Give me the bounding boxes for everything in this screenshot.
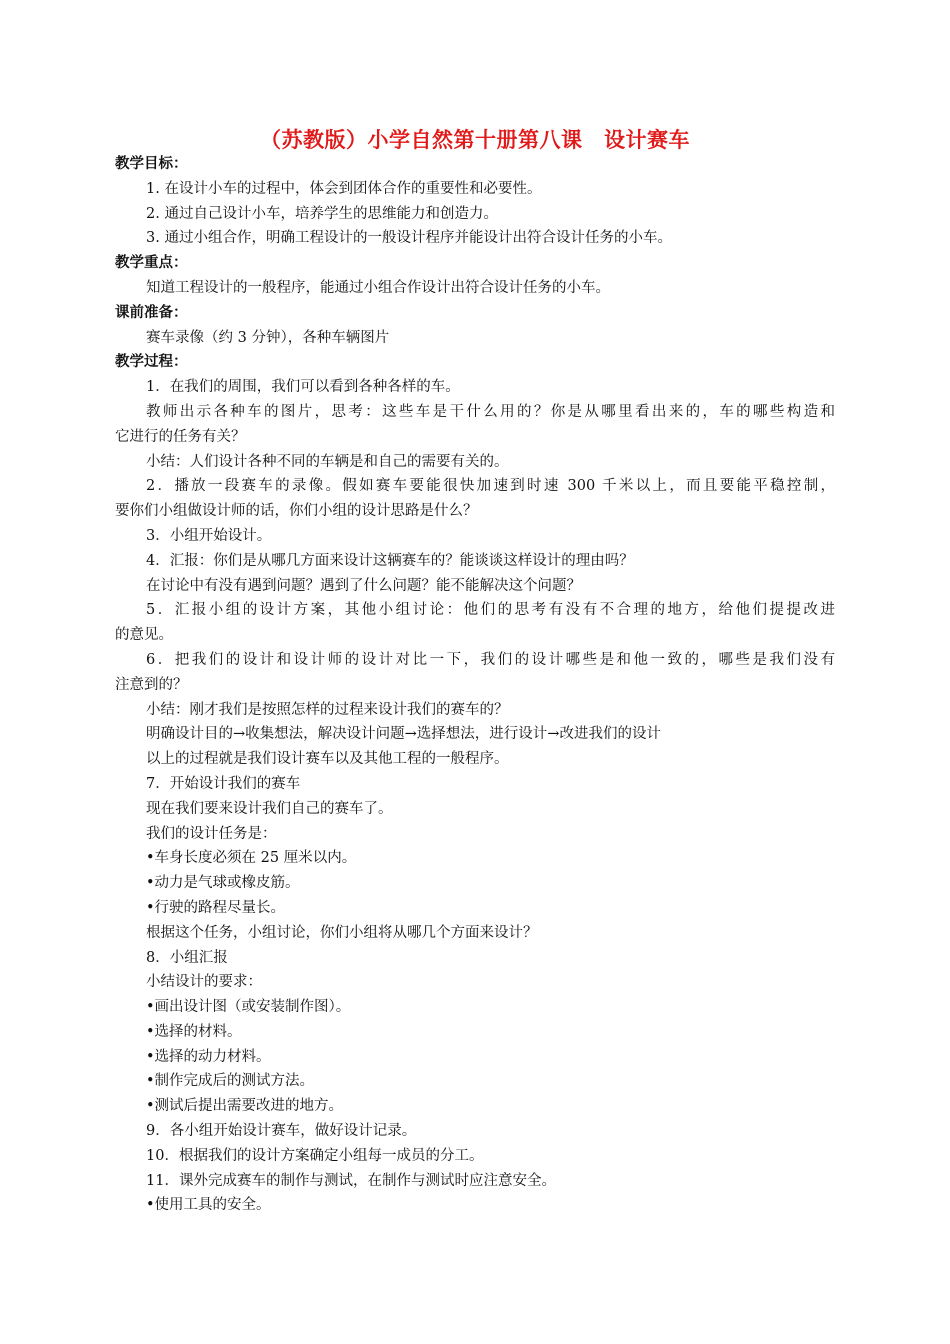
text-line: 8．小组汇报 — [146, 949, 228, 966]
section-heading: 课前准备： — [115, 304, 188, 321]
text-line: 小结：刚才我们是按照怎样的过程来设计我们的赛车的？ — [146, 701, 509, 718]
text-line: 3．小组开始设计。 — [146, 527, 272, 544]
text-line: 我们的设计任务是： — [146, 825, 277, 842]
text-line: •制作完成后的测试方法。 — [146, 1073, 315, 1090]
text-line: 在讨论中有没有遇到问题？遇到了什么问题？能不能解决这个问题？ — [146, 577, 581, 594]
text-line: 它进行的任务有关？ — [115, 428, 246, 445]
text-line: 教师出示各种车的图片，思考：这些车是干什么用的？你是从哪里看出来的，车的哪些构造和 — [146, 403, 835, 420]
text-line: 1. 在设计小车的过程中，体会到团体合作的重要性和必要性。 — [146, 180, 542, 197]
text-line: 3. 通过小组合作，明确工程设计的一般设计程序并能设计出符合设计任务的小车。 — [146, 230, 672, 247]
text-line: 小结：人们设计各种不同的车辆是和自己的需要有关的。 — [146, 453, 509, 470]
document-title: （苏教版）小学自然第十册第八课 设计赛车 — [260, 128, 690, 152]
text-line: •选择的动力材料。 — [146, 1048, 271, 1065]
text-line: 小结设计的要求： — [146, 974, 262, 991]
section-heading: 教学目标： — [115, 156, 188, 172]
text-line: 2. 通过自己设计小车，培养学生的思维能力和创造力。 — [146, 205, 498, 222]
text-line: 知道工程设计的一般程序，能通过小组合作设计出符合设计任务的小车。 — [146, 279, 610, 296]
text-line: 赛车录像（约 3 分钟），各种车辆图片 — [146, 329, 390, 346]
text-line: •选择的材料。 — [146, 1023, 242, 1040]
text-line: 根据这个任务，小组讨论，你们小组将从哪几个方面来设计？ — [146, 924, 538, 941]
document-body — [115, 152, 835, 1218]
text-line: 10．根据我们的设计方案确定小组每一成员的分工。 — [146, 1147, 484, 1164]
section-heading: 教学过程： — [115, 354, 188, 371]
text-line: •测试后提出需要改进的地方。 — [146, 1098, 344, 1115]
text-line: 5．汇报小组的设计方案，其他小组讨论：他们的思考有没有不合理的地方，给他们提提改进 — [146, 602, 835, 619]
text-line: 1．在我们的周围，我们可以看到各种各样的车。 — [146, 379, 460, 396]
text-line: 11．课外完成赛车的制作与测试，在制作与测试时应注意安全。 — [146, 1172, 556, 1189]
text-line: •行驶的路程尽量长。 — [146, 899, 286, 916]
text-line: •车身长度必须在 25 厘米以内。 — [146, 850, 357, 867]
text-line: 以上的过程就是我们设计赛车以及其他工程的一般程序。 — [146, 751, 509, 768]
text-line: 的意见。 — [115, 627, 173, 644]
text-line: 9．各小组开始设计赛车，做好设计记录。 — [146, 1123, 417, 1140]
text-line: 现在我们要来设计我们自己的赛车了。 — [146, 800, 393, 817]
text-line: 7．开始设计我们的赛车 — [146, 775, 301, 792]
text-line: 注意到的？ — [115, 676, 188, 693]
section-heading: 教学重点： — [115, 255, 188, 272]
text-line: 4．汇报：你们是从哪几方面来设计这辆赛车的？能谈谈这样设计的理由吗？ — [146, 552, 634, 569]
text-line: •动力是气球或橡皮筋。 — [146, 875, 300, 892]
text-line: •画出设计图（或安装制作图）。 — [146, 999, 351, 1016]
text-line: 6．把我们的设计和设计师的设计对比一下，我们的设计哪些是和他一致的，哪些是我们没有 — [146, 651, 835, 668]
text-line: •使用工具的安全。 — [146, 1197, 271, 1214]
text-line: 要你们小组做设计师的话，你们小组的设计思路是什么？ — [115, 503, 478, 520]
text-line: 2．播放一段赛车的录像。假如赛车要能很快加速到时速 300 千米以上，而且要能平稳控制， — [146, 478, 835, 495]
text-line: 明确设计目的→收集想法，解决设计问题→选择想法，进行设计→改进我们的设计 — [146, 726, 661, 743]
